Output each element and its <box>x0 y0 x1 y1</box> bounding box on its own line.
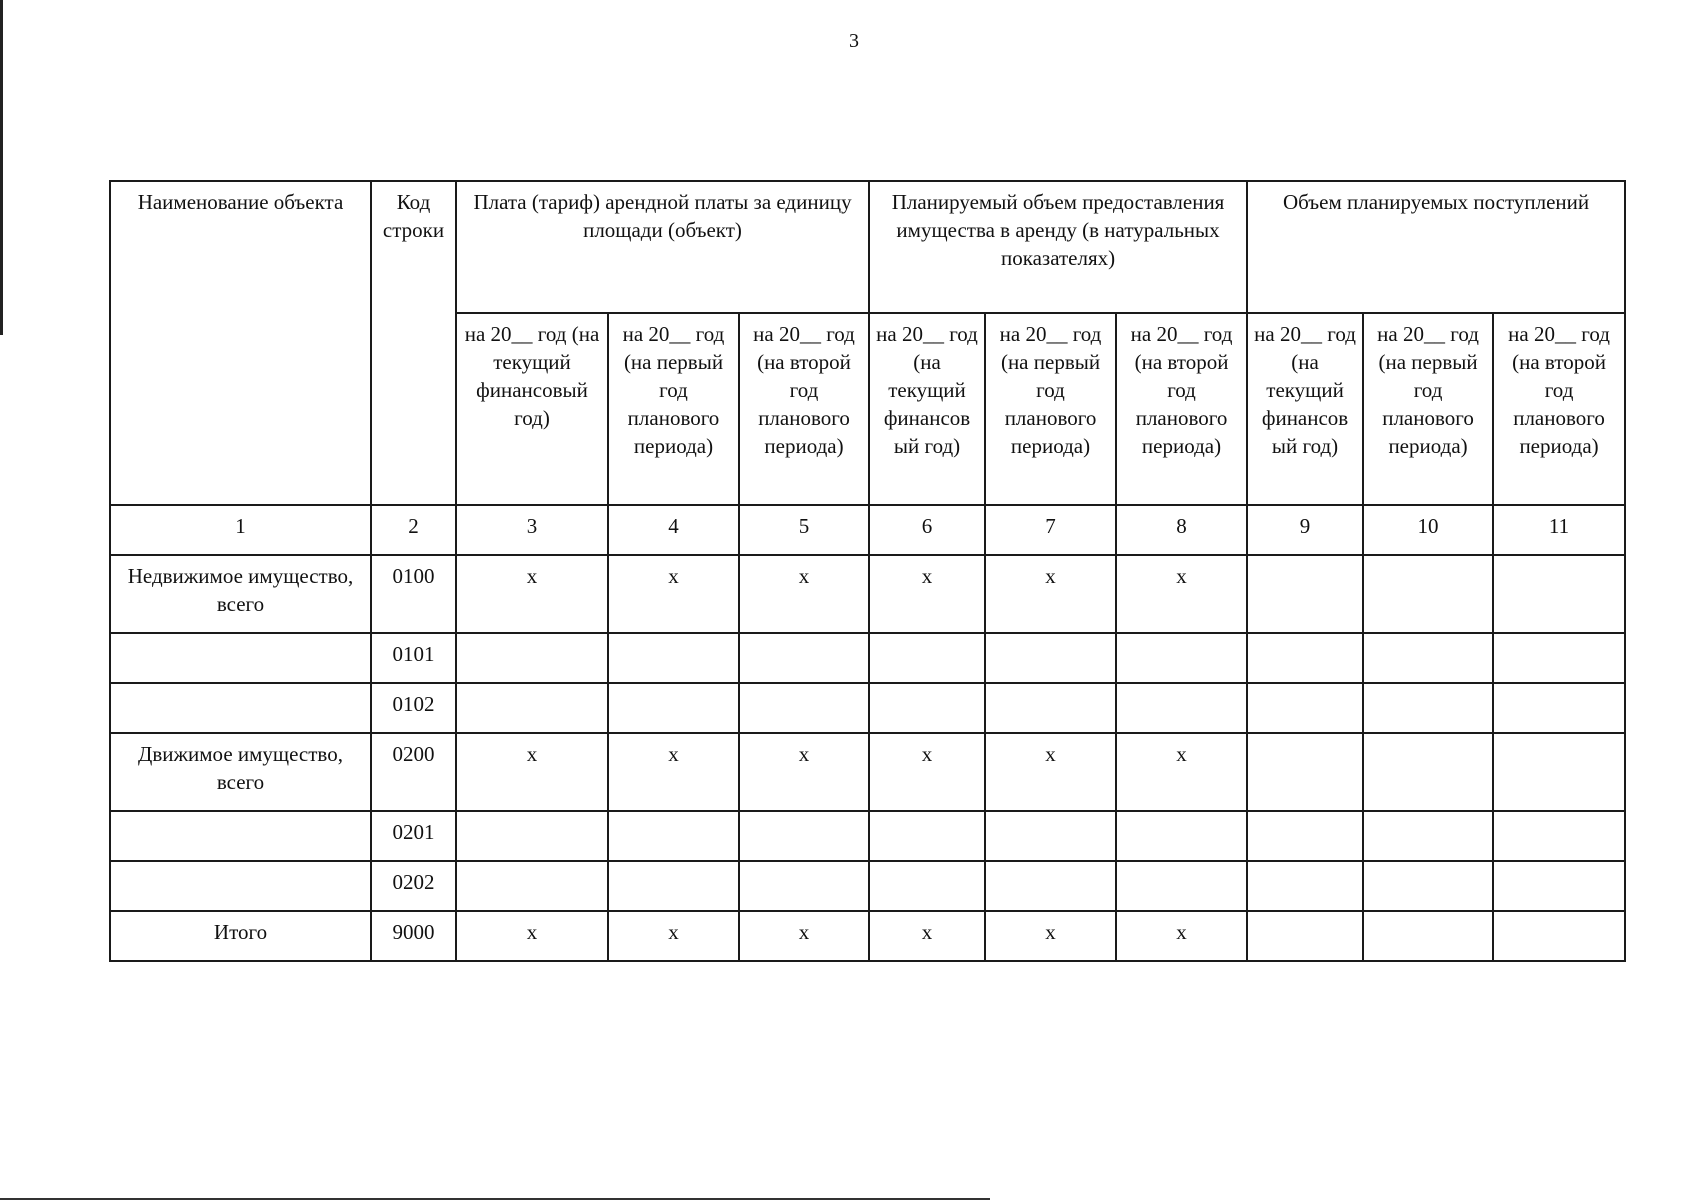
table-cell <box>608 633 739 683</box>
table-cell <box>1363 861 1493 911</box>
table-cell: x <box>739 733 869 811</box>
table-cell <box>869 811 985 861</box>
table-cell <box>1247 555 1363 633</box>
table-cell: x <box>985 555 1116 633</box>
page-number: 3 <box>849 30 859 52</box>
table-cell: x <box>869 911 985 961</box>
table-cell <box>1116 633 1247 683</box>
table-cell <box>1363 911 1493 961</box>
row-name: Недвижимое имущество, всего <box>110 555 371 633</box>
table-cell: x <box>869 733 985 811</box>
header-sub-col: на 20__ год (на первый год планового периода) <box>608 313 739 505</box>
table-cell <box>1116 683 1247 733</box>
header-sub-col: на 20__ год (на текущий финансовый год) <box>456 313 608 505</box>
table-cell <box>1247 861 1363 911</box>
row-code: 0101 <box>371 633 456 683</box>
table-cell <box>1363 555 1493 633</box>
table-row <box>110 811 1625 861</box>
table-cell <box>985 683 1116 733</box>
column-number: 6 <box>869 505 985 555</box>
column-number: 5 <box>739 505 869 555</box>
row-code: 0201 <box>371 811 456 861</box>
table-cell: x <box>1116 733 1247 811</box>
row-code: 9000 <box>371 911 456 961</box>
row-name <box>110 683 371 733</box>
column-number: 11 <box>1493 505 1625 555</box>
table-cell <box>1493 555 1625 633</box>
table-cell: x <box>456 911 608 961</box>
table-cell: x <box>739 911 869 961</box>
table-cell <box>1493 683 1625 733</box>
table-cell <box>869 633 985 683</box>
table-cell: x <box>985 733 1116 811</box>
header-sub-col: на 20__ год (на второй год планового периода) <box>1493 313 1625 505</box>
column-number: 4 <box>608 505 739 555</box>
row-name <box>110 861 371 911</box>
table-row-total <box>110 911 1625 961</box>
table-cell <box>985 861 1116 911</box>
header-sub-col: на 20__ год (на текущий финансов ый год) <box>1247 313 1363 505</box>
header-group-planned-receipts: Объем планируемых поступлений <box>1247 181 1625 313</box>
header-group-planned-volume: Планируемый объем предоставления имущества в аренду (в натуральных показателях) <box>869 181 1247 313</box>
table-cell <box>1493 633 1625 683</box>
header-sub-col: на 20__ год (на текущий финансов ый год) <box>869 313 985 505</box>
header-sub-col: на 20__ год (на второй год планового периода) <box>739 313 869 505</box>
table-cell <box>985 633 1116 683</box>
table-cell: x <box>985 911 1116 961</box>
column-number: 2 <box>371 505 456 555</box>
table-cell: x <box>739 555 869 633</box>
column-number: 3 <box>456 505 608 555</box>
table-cell <box>739 861 869 911</box>
row-name: Движимое имущество, всего <box>110 733 371 811</box>
column-number: 1 <box>110 505 371 555</box>
header-sub-col: на 20__ год (на второй год планового периода) <box>1116 313 1247 505</box>
row-code: 0100 <box>371 555 456 633</box>
table-cell <box>1116 811 1247 861</box>
table-cell <box>456 811 608 861</box>
table-cell <box>869 861 985 911</box>
table-cell <box>456 683 608 733</box>
row-code: 0102 <box>371 683 456 733</box>
table-row <box>110 683 1625 733</box>
column-number: 9 <box>1247 505 1363 555</box>
table-cell <box>608 683 739 733</box>
table-cell <box>1493 911 1625 961</box>
table-cell <box>1493 861 1625 911</box>
table-cell <box>869 683 985 733</box>
table-cell <box>1363 733 1493 811</box>
table-cell: x <box>456 555 608 633</box>
table-row <box>110 633 1625 683</box>
row-name <box>110 811 371 861</box>
column-number-row <box>110 505 1625 555</box>
row-name <box>110 633 371 683</box>
header-code-col: Код строки <box>371 181 456 505</box>
table-cell <box>1363 811 1493 861</box>
table-cell <box>1247 811 1363 861</box>
table-cell <box>1493 811 1625 861</box>
row-name: Итого <box>110 911 371 961</box>
row-code: 0200 <box>371 733 456 811</box>
table-cell <box>1363 633 1493 683</box>
rental-income-table <box>109 180 1626 962</box>
header-sub-col: на 20__ год (на первый год планового периода) <box>985 313 1116 505</box>
table-cell: x <box>608 555 739 633</box>
table-cell <box>739 811 869 861</box>
table-cell <box>608 861 739 911</box>
column-number: 7 <box>985 505 1116 555</box>
table-cell <box>985 811 1116 861</box>
column-number: 10 <box>1363 505 1493 555</box>
table-cell: x <box>869 555 985 633</box>
table-cell: x <box>1116 555 1247 633</box>
table-cell <box>1363 683 1493 733</box>
table-cell <box>1247 633 1363 683</box>
table-cell <box>739 683 869 733</box>
table-cell: x <box>1116 911 1247 961</box>
table-cell <box>739 633 869 683</box>
table-row <box>110 861 1625 911</box>
table-row <box>110 733 1625 811</box>
table-cell: x <box>608 911 739 961</box>
table-row <box>110 555 1625 633</box>
table-cell: x <box>608 733 739 811</box>
table-cell <box>1247 911 1363 961</box>
header-name-col: Наименование объекта <box>110 181 371 505</box>
table-cell <box>1116 861 1247 911</box>
header-group-rent-rate: Плата (тариф) арендной платы за единицу площади (объект) <box>456 181 869 313</box>
table-cell <box>456 861 608 911</box>
row-code: 0202 <box>371 861 456 911</box>
table-cell <box>456 633 608 683</box>
table-cell <box>1493 733 1625 811</box>
header-sub-col: на 20__ год (на первый год планового периода) <box>1363 313 1493 505</box>
column-number: 8 <box>1116 505 1247 555</box>
table-cell <box>1247 733 1363 811</box>
table-cell <box>608 811 739 861</box>
table-cell: x <box>456 733 608 811</box>
header-row-top <box>110 181 1625 313</box>
table-cell <box>1247 683 1363 733</box>
